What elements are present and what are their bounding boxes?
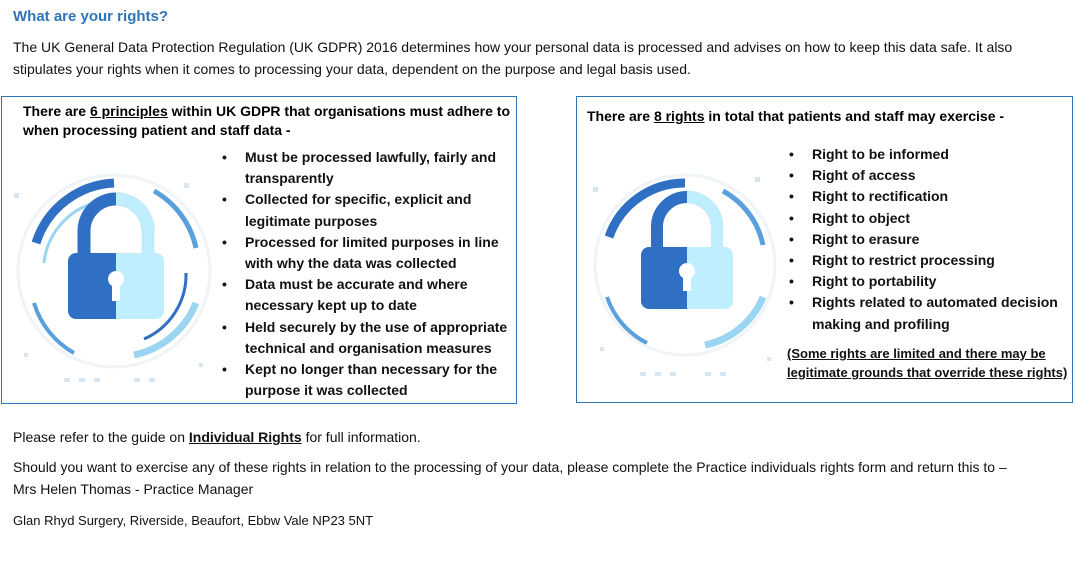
bullet-icon: •	[222, 361, 227, 378]
padlock-security-icon	[585, 147, 785, 387]
bullet-icon: •	[789, 167, 794, 184]
rights-limitation-note: (Some rights are limited and there may be legitimate grounds that override these rights)	[787, 346, 1068, 380]
bullet-icon: •	[222, 149, 227, 165]
list-item: • Must be processed lawfully, fairly and transparently	[222, 149, 497, 187]
list-item: • Collected for specific, explicit and legitimate purposes	[222, 191, 472, 229]
bullet-icon: •	[789, 230, 794, 247]
padlock-security-icon	[4, 153, 222, 393]
list-item: • Data must be accurate and where necessary kept up to date	[222, 276, 468, 314]
bullet-icon: •	[789, 188, 794, 205]
list-item: • Right to portability	[787, 271, 1072, 292]
bullet-icon: •	[789, 252, 794, 269]
principles-box	[1, 96, 517, 404]
individual-rights-link[interactable]: Individual Rights	[188, 429, 302, 445]
bullet-icon: •	[789, 146, 794, 162]
list-item: • Right to restrict processing	[787, 250, 1072, 271]
practice-address: Glan Rhyd Surgery, Riverside, Beaufort, Ebbw Vale NP23 5NT	[13, 513, 374, 528]
bullet-icon: •	[222, 233, 227, 250]
page-heading: What are your rights?	[13, 8, 169, 25]
rights-link[interactable]: 8 rights	[653, 108, 705, 124]
rights-box	[576, 96, 1073, 403]
bullet-icon: •	[789, 294, 794, 311]
list-item: • Kept no longer than necessary for the purpose it was collected	[222, 361, 498, 399]
list-item: • Right to rectification	[787, 186, 1072, 207]
list-item: • Right to be informed	[787, 144, 1072, 165]
principles-link[interactable]: 6 principles	[89, 103, 168, 119]
refer-paragraph: Please refer to the guide on Individual Rights for full information.	[13, 429, 421, 445]
list-item: • Held securely by the use of appropriate technical and organisation measures	[222, 318, 508, 356]
rights-title: There are 8 rights in total that patients and staff may exercise -	[587, 108, 1005, 124]
list-item: • Right to object	[787, 208, 1072, 229]
principles-list	[220, 147, 516, 401]
bullet-icon: •	[789, 209, 794, 226]
list-item: • Right to erasure	[787, 229, 1072, 250]
list-item: • Processed for limited purposes in line with why the data was collected	[222, 233, 499, 272]
rights-list	[787, 144, 1072, 335]
exercise-rights-paragraph: Should you want to exercise any of these rights in relation to the processing of your data, please complete the Practice individuals rights form and return this to – Mrs Helen Thomas - Practice Manager	[13, 459, 1007, 497]
bullet-icon: •	[222, 276, 227, 293]
bullet-icon: •	[222, 191, 227, 208]
list-item: • Right of access	[787, 165, 1072, 186]
bullet-icon: •	[222, 318, 227, 335]
principles-title: There are 6 principles within UK GDPR that organisations must adhere to when processing patient and staff data -	[23, 103, 510, 138]
bullet-icon: •	[789, 273, 794, 290]
intro-paragraph: The UK General Data Protection Regulation (UK GDPR) 2016 determines how your personal data is processed and advises on how to keep this data safe. It also stipulates your rights when it comes to processing your data, dependent on the purpose and legal basis used.	[13, 39, 1013, 77]
list-item: • Rights related to automated decision making and profiling	[789, 294, 1058, 332]
